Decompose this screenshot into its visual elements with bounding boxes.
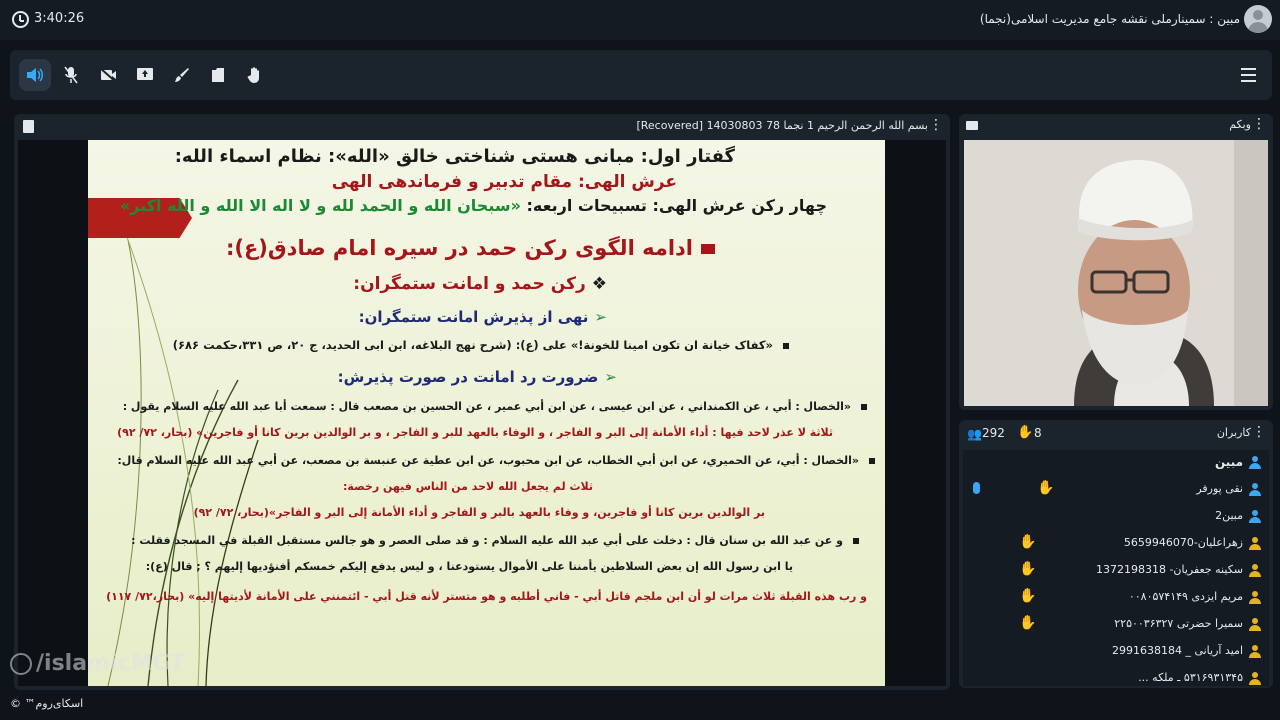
list-item[interactable] [963, 450, 1269, 476]
more-options-icon[interactable]: ⋮ [1252, 424, 1266, 440]
list-item[interactable] [963, 504, 1269, 530]
document-icon [23, 120, 34, 133]
list-item[interactable] [963, 558, 1269, 584]
hand-icon [247, 66, 263, 84]
top-bar [0, 0, 1280, 40]
user-icon [1249, 564, 1261, 577]
watermark-logo-icon [10, 653, 32, 675]
share-screen-icon [136, 67, 154, 83]
slide-point-3: ➢ضرورت رد امانت در صورت پذیرش: [337, 368, 617, 386]
user-name: امید آریانی _ 2991638184 [1111, 644, 1243, 657]
presentation-title: بسم الله الرحمن الرحيم 1 نجما 78 14030803 [Recovered] [636, 119, 928, 132]
presentation-header [14, 114, 950, 138]
footer-brand: اسکای‌روم™ © [10, 697, 84, 710]
webcam-video [964, 140, 1268, 406]
more-options-icon[interactable]: ⋮ [929, 117, 943, 133]
slide-hadith-3c: و رب هذه القبلة ثلاث مرات لو أن ابن ملجم قاتل أبي - فاني أطلبه و هو متستر لأنه قتل أبي - ائتمنني على الأمانة لأديتها إليه» (بحار،۷۲/ ۱۱۷) [106, 590, 867, 603]
slide-hadith-2b: ثلاث لم يجعل الله لاحد من الناس فيهن رخصة: [343, 480, 593, 493]
arrowhead-bullet-icon: ➢ [604, 368, 617, 386]
user-icon [1249, 537, 1261, 550]
user-icon [1249, 591, 1261, 604]
arrow-bullet-icon [701, 244, 715, 254]
camera-button[interactable] [92, 59, 124, 91]
slide-hadith-1b: ثلاثة لا عذر لاحد فيها : أداء الأمانة إلى البر و الفاجر ، و الوفاء بالعهد للبر و الفاجر ، و بر الوالدين برين كانا أو فاجرين» (بحار، ۷۲/ ۹۲) [117, 426, 833, 439]
user-name: زهراعلیان-5659946070 [1123, 536, 1243, 549]
slide-decoration [88, 140, 885, 686]
user-icon [1249, 483, 1261, 496]
user-icon [1249, 645, 1261, 658]
session-timer: 3:40:26 [34, 11, 85, 26]
avatar[interactable] [1244, 5, 1272, 33]
room-title: مبین : سمینارملی نقشه جامع مدیریت اسلامی(نجما) [979, 12, 1240, 26]
mic-icon[interactable] [973, 482, 980, 494]
user-icon [1249, 672, 1261, 685]
user-name: سکینه جعفریان- 1372198318 [1095, 563, 1243, 576]
file-icon [211, 67, 225, 83]
slide [88, 140, 885, 686]
slide-heading: گفتار اول: مبانی هستی شناختی خالق «الله»: نظام اسماء الله: [174, 146, 735, 167]
square-bullet-icon [869, 458, 875, 464]
user-icon [1249, 510, 1261, 523]
arrowhead-bullet-icon: ➢ [594, 308, 607, 326]
speaker-video-image [964, 140, 1268, 406]
slide-hadith-1: «الخصال : أبي ، عن الكمنداني ، عن ابن عيسى ، عن ابن أبي عمير ، عن الحسين بن مصعب قال : سمعت أبا عبد الله عليه السلام يقول : [107, 400, 867, 413]
presentation-panel [14, 114, 950, 690]
raised-hand-icon[interactable]: ✋ [1019, 561, 1037, 577]
raised-hand-icon[interactable]: ✋ [1019, 534, 1037, 550]
slide-line-tasbihat: چهار رکن عرش الهی: تسبیحات اربعه: «سبحان الله و الحمد لله و لا اله الا الله و الله اکبر» [119, 196, 827, 215]
toolbar [10, 50, 1272, 100]
slide-hadith-3b: يا ابن رسول الله إن بعض السلاطين يأمننا على الأموال يستودعنا ، و ليس يدفع إليكم خمسكم أفنؤديها إليهم ؟ ; قال (ع): [145, 560, 793, 573]
user-list [963, 450, 1269, 686]
webcam-panel [959, 114, 1273, 410]
speaker-button[interactable] [19, 59, 51, 91]
list-item[interactable] [963, 639, 1269, 665]
speaker-icon [26, 67, 44, 83]
camera-icon [966, 121, 978, 130]
camera-off-icon [99, 67, 117, 83]
hand-icon: ✋ [1017, 425, 1034, 440]
user-name: سمیرا حضرتی ۲۲۵۰۰۳۶۳۲۷ [1114, 617, 1243, 630]
list-item[interactable] [963, 531, 1269, 557]
watermark: /islamicMGT [10, 651, 185, 676]
list-item[interactable] [963, 612, 1269, 638]
slide-hadith-2c: بر الوالدين برين كانا أو فاجرين، و وفاء بالعهد بالبر و الفاجر و أداء الأمانة إلى البر و الفاجر»(بحار، ۷۲/ ۹۲) [193, 506, 765, 519]
clock-icon [12, 11, 29, 28]
raised-hand-icon[interactable]: ✋ [1019, 588, 1037, 604]
menu-button[interactable] [1232, 59, 1264, 91]
presentation-stage [18, 140, 946, 686]
mic-off-icon [64, 66, 78, 84]
square-bullet-icon [783, 343, 789, 349]
user-name: مریم ایزدی ۰۰۸۰۵۷۴۱۴۹ [1128, 590, 1243, 603]
webcam-title: وبکم [1229, 118, 1251, 131]
raised-hand-icon[interactable]: ✋ [1037, 480, 1055, 496]
users-panel [959, 420, 1273, 688]
user-name: ۵۳۱۶۹۳۱۳۴۵ ـ ملکه ... [1138, 671, 1243, 684]
share-screen-button[interactable] [129, 59, 161, 91]
square-bullet-icon [853, 538, 859, 544]
raised-hands-count: 8 [1034, 426, 1042, 440]
users-title: کاربران [1216, 426, 1251, 439]
raise-hand-button[interactable] [239, 59, 271, 91]
slide-hadith-2: «الخصال : أبي، عن الحميري، عن ابن أبي الخطاب، عن ابن محبوب، عن ابن عطية عن عنبسة بن مصعب، عن أبي عبد الله عليه السلام قال: [115, 454, 875, 467]
brush-icon [174, 67, 190, 83]
slide-subheading: عرش الهی: مقام تدبیر و فرماندهی الهی [331, 172, 677, 192]
raised-hand-icon[interactable]: ✋ [1019, 615, 1037, 631]
user-name: مبین2 [1215, 509, 1243, 522]
slide-title: ادامه الگوی رکن حمد در سیره امام صادق(ع): [88, 236, 715, 260]
diamond-bullet-icon: ❖ [591, 274, 607, 294]
slide-quote-1: «کفاک خیانة ان تکون امینا للخونة!» علی (ع): (شرح نهج البلاغه، ابن ابی الحدید، ج ۲۰، ص ۳۳۱،حکمت ۶۸۶) [88, 338, 789, 352]
user-name: نقی پورفر [1196, 482, 1243, 495]
mic-button[interactable] [55, 59, 87, 91]
more-options-icon[interactable]: ⋮ [1252, 116, 1266, 132]
menu-icon [1241, 68, 1256, 70]
list-item[interactable] [963, 585, 1269, 611]
users-count: 292 [982, 426, 1005, 440]
files-button[interactable] [202, 59, 234, 91]
slide-hadith-3: و عن عبد الله بن سنان قال : دخلت على أبي عبد الله عليه السلام : و قد صلى العصر و هو جالس مستقبل القبلة في المسجد فقلت : [99, 534, 859, 547]
user-name: مبین [1214, 455, 1243, 469]
slide-point-2: ➢نهی از پذیرش امانت ستمگران: [358, 308, 607, 326]
slide-point-1: ❖رکن حمد و امانت ستمگران: [353, 274, 607, 294]
square-bullet-icon [861, 404, 867, 410]
list-item[interactable] [963, 666, 1269, 688]
brush-button[interactable] [166, 59, 198, 91]
list-item[interactable] [963, 477, 1269, 503]
users-icon: 👥 [967, 427, 982, 441]
user-icon [1249, 456, 1261, 469]
user-icon [1249, 618, 1261, 631]
